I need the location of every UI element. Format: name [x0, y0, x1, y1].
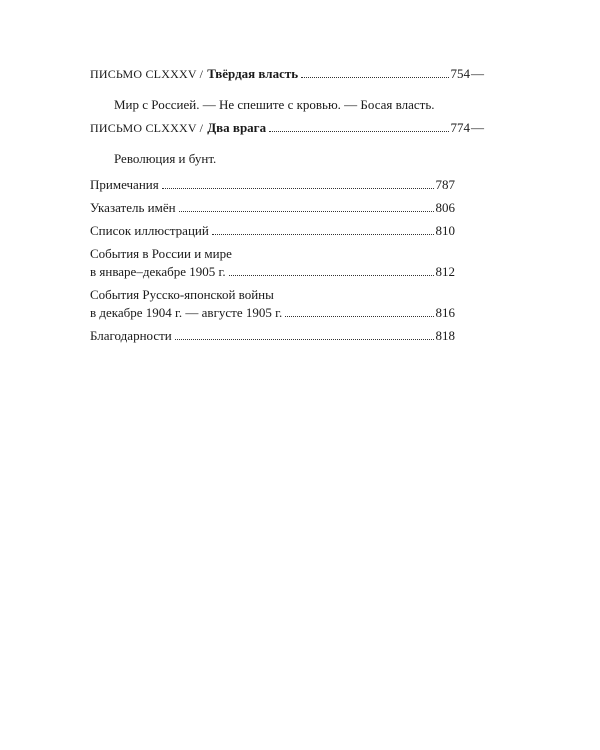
letter-number: ПИСЬМО CLXXXV /: [90, 121, 204, 135]
dash-mark: —: [471, 66, 484, 81]
toc-item-label: в январе–декабре 1905 г.: [90, 264, 226, 279]
toc-item-events-russia-world: [90, 245, 455, 281]
toc-letter-entry: [90, 66, 484, 114]
dot-leader: [269, 130, 448, 132]
toc-item-label: в декабре 1904 г. — августе 1905 г.: [90, 305, 283, 320]
page-number: 816: [435, 305, 455, 320]
letter-heading-row: [90, 66, 470, 82]
letter-number: ПИСЬМО CLXXXV /: [90, 67, 204, 81]
dot-leader: [162, 187, 434, 189]
letter-title: Два врага: [207, 120, 267, 135]
dot-leader: [301, 76, 448, 78]
dash-mark: —: [471, 120, 484, 135]
dot-leader: [229, 274, 434, 276]
page-number: 787: [435, 177, 455, 192]
toc-item-label: Благодарности: [90, 328, 172, 343]
toc-item-illustrations: [90, 222, 455, 240]
toc-letter-entry: [90, 120, 484, 168]
page-number: 754: [450, 66, 470, 81]
page-number: 812: [435, 264, 455, 279]
page-number: 774: [450, 120, 470, 135]
dot-leader: [285, 315, 433, 317]
toc-item-label: Примечания: [90, 177, 159, 192]
toc-appendix-list: [90, 176, 455, 350]
page-number: 818: [435, 328, 455, 343]
dot-leader: [212, 233, 434, 235]
toc-item-label-line1: События в России и мире: [90, 246, 232, 261]
toc-item-label: Список иллюстраций: [90, 223, 209, 238]
toc-item-label-line1: События Русско-японской войны: [90, 287, 274, 302]
dot-leader: [179, 210, 434, 212]
dot-leader: [175, 338, 434, 340]
page-number: 810: [435, 223, 455, 238]
toc-item-name-index: [90, 199, 455, 217]
page-number: 806: [435, 200, 455, 215]
toc-item-events-war: [90, 286, 455, 322]
toc-item-label: Указатель имён: [90, 200, 176, 215]
letter-title: Твёрдая власть: [207, 66, 299, 81]
toc-item-notes: [90, 176, 455, 194]
letter-heading-row: [90, 120, 470, 136]
letter-summary: Революция и бунт.: [114, 151, 217, 166]
toc-item-acknowledgements: [90, 327, 455, 345]
letter-summary: Мир с Россией. — Не спешите с кровью. — Босая власть.: [114, 97, 435, 112]
